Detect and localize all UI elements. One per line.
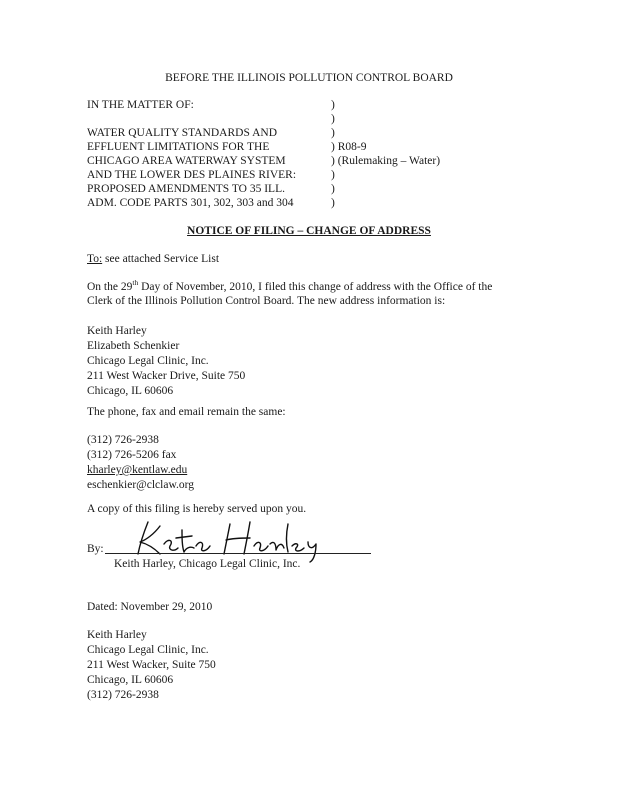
- caption-line: [87, 112, 296, 126]
- caption-line: PROPOSED AMENDMENTS TO 35 ILL.: [87, 183, 285, 195]
- footer-line: Chicago Legal Clinic, Inc.: [87, 644, 209, 656]
- footer-line: Chicago, IL 60606: [87, 674, 174, 686]
- footer-line: (312) 726-2938: [87, 689, 159, 701]
- caption-bracket: ): [331, 99, 335, 111]
- contact-block: [87, 433, 194, 493]
- caption-line: CHICAGO AREA WATERWAY SYSTEM: [87, 155, 286, 167]
- new-address-block: [87, 324, 245, 399]
- case-caption-left: [87, 98, 296, 210]
- to-label: To:: [87, 253, 103, 265]
- caption-line: WATER QUALITY STANDARDS AND: [87, 127, 277, 139]
- case-caption-right: [331, 98, 440, 210]
- paragraph-line-1: [87, 280, 492, 294]
- paragraph-text: Day of November, 2010, I filed this change of address with the Office of the: [138, 281, 493, 293]
- email-link-1[interactable]: kharley@kentlaw.edu: [87, 464, 188, 476]
- caption-bracket: ): [331, 127, 335, 139]
- paragraph-text: On the 29: [87, 281, 133, 293]
- by-label: By:: [87, 543, 104, 555]
- to-text: see attached Service List: [105, 253, 220, 265]
- caption-bracket: ): [331, 113, 335, 125]
- address-line: Chicago Legal Clinic, Inc.: [87, 355, 209, 367]
- same-contact-note: The phone, fax and email remain the same:: [87, 406, 286, 418]
- fax-number: (312) 726-5206 fax: [87, 449, 177, 461]
- signer-name: Keith Harley, Chicago Legal Clinic, Inc.: [114, 558, 301, 570]
- address-line: Elizabeth Schenkier: [87, 340, 180, 352]
- to-line: [87, 252, 219, 266]
- phone-number: (312) 726-2938: [87, 434, 159, 446]
- caption-bracket: ): [331, 183, 335, 195]
- caption-line: AND THE LOWER DES PLAINES RIVER:: [87, 169, 297, 181]
- caption-line: EFFLUENT LIMITATIONS FOR THE: [87, 141, 270, 153]
- address-line: 211 West Wacker Drive, Suite 750: [87, 370, 246, 382]
- paragraph-line-2: Clerk of the Illinois Pollution Control Board. The new address information is:: [87, 295, 446, 307]
- filing-paragraph: [87, 280, 492, 308]
- signature-line: [105, 553, 371, 554]
- caption-bracket: ): [331, 169, 335, 181]
- footer-line: 211 West Wacker, Suite 750: [87, 659, 216, 671]
- case-number: ) R08-9: [331, 141, 367, 153]
- caption-line: IN THE MATTER OF:: [87, 99, 194, 111]
- case-type: ) (Rulemaking – Water): [331, 155, 441, 167]
- notice-heading: NOTICE OF FILING – CHANGE OF ADDRESS: [187, 225, 431, 237]
- address-line: Chicago, IL 60606: [87, 385, 174, 397]
- email-2: eschenkier@clclaw.org: [87, 479, 195, 491]
- footer-address-block: [87, 628, 216, 703]
- dated-line: Dated: November 29, 2010: [87, 601, 213, 613]
- caption-line: ADM. CODE PARTS 301, 302, 303 and 304: [87, 197, 294, 209]
- document-title: BEFORE THE ILLINOIS POLLUTION CONTROL BOARD: [165, 72, 453, 84]
- ordinal-suffix: th: [132, 278, 139, 288]
- caption-bracket: ): [331, 197, 335, 209]
- address-line: Keith Harley: [87, 325, 147, 337]
- service-note: A copy of this filing is hereby served upon you.: [87, 503, 307, 515]
- footer-line: Keith Harley: [87, 629, 147, 641]
